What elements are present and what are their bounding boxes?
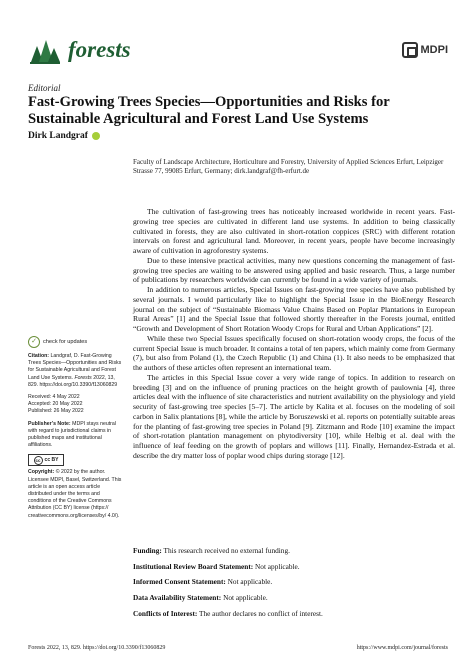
statement-text: Not applicable. (255, 561, 300, 571)
article-title: Fast-Growing Trees Species—Opportunities and Risks for Sustainable Agricultural and Forest Land Use Systems (28, 94, 390, 127)
statement-text: This research received no external funding. (163, 546, 290, 555)
funding-statement (133, 546, 455, 555)
body-paragraph: In addition to numerous articles, Special Issues on fast-growing tree species have also published by several journals. I would particularly like to highlight the Special Issue in the BioEnergy Research journal on the subject of “Sustainable Biomass Value Chains Based on Poplar Plantations in European Rural Areas” [1] and the Special Issue that followed shortly thereafter in the Forests journal, entitled “Growth and Development of Short Rotation Woody Crops for Rural and Urban Applications” [2]. (133, 285, 455, 333)
article-body (133, 207, 455, 461)
statement-label: Funding: (133, 546, 162, 555)
citation-text: Landgraf, D. Fast-Growing Trees Species—Opportunities and Risks for Sustainable Agricultural and Forest Land Use Systems. (28, 353, 122, 381)
received-date: Received: 4 May 2022 (28, 394, 80, 401)
citation-block (28, 353, 123, 389)
author-line (28, 131, 100, 141)
forests-logo-icon (28, 36, 62, 66)
dates-block (28, 394, 123, 416)
body-paragraph: The articles in this Special Issue cover a very wide range of topics. In addition to research on breeding [3] and on the influence of pruning practices on the height growth of paulownia [4], three articles deal with the influence of site characteristics and nutrient availability on the physiology and yield security of fast-growing tree species [5–7]. The article by Kalita et al. focuses on the modeling of soil carbon in Salix plantations [8], while the article by Boruszewski et al. reports on potentially suitable areas for the planting of fast-growing tree species in Poland [9]. Zitzmann and Rode [10] examine the impact of short-rotation plantation management on phytodiversity [10], while Helbig et al. deal with the influence of leaf feeding on the growth of poplars and willows [11]. Finally, Hernandez-Estrada et al. describe the dry matter loss of poplar wood chips during storage [12]. (133, 372, 455, 460)
publisher-name: MDPI (420, 44, 448, 56)
cc-badge-label: cc BY (44, 456, 59, 463)
statement-text: Not applicable. (223, 593, 268, 603)
citation-label: Citation: (28, 353, 50, 359)
citation-ref[interactable]: 2022, 13, 829. https://doi.org/10.3390/f13060829 (28, 374, 118, 388)
check-updates-label: check for updates (43, 339, 88, 345)
document-type: Editorial (28, 83, 61, 93)
citation-journal: Forests (74, 374, 92, 381)
copyright-text: © 2022 by the author. Licensee MDPI, Basel, Switzerland. This article is an open access article distributed under the terms and conditions of the Creative Commons Attribution (CC BY) license (https:// creativecommons.org/licenses/by/ 4.0/). (28, 469, 122, 519)
affiliation: Faculty of Landscape Architecture, Horticulture and Forestry, University of Applied Sciences Erfurt, Leipziger Strasse 77, 99085 Erfurt, Germany; dirk.landgraf@fh-erfurt.de (133, 158, 444, 175)
statement-text: The author declares no conflict of interest. (199, 608, 323, 618)
consent-statement (133, 577, 455, 586)
back-matter-statements (133, 546, 455, 624)
footer-journal-link[interactable]: https://www.mdpi.com/journal/forests (356, 645, 448, 651)
journal-header (28, 36, 448, 68)
cc-icon: cc (34, 456, 43, 465)
conflict-statement (133, 609, 455, 618)
copyright-label: Copyright: (28, 469, 55, 476)
copyright-block (28, 469, 123, 519)
statement-label: Conflicts of Interest: (133, 608, 198, 618)
statement-label: Informed Consent Statement: (133, 577, 226, 587)
irb-statement (133, 562, 455, 571)
statement-label: Data Availability Statement: (133, 593, 222, 603)
article-sidebar (28, 336, 123, 525)
publisher-note-text: MDPI stays neutral with regard to jurisdictional claims in published maps and institutional affiliations. (28, 420, 116, 449)
orcid-icon[interactable] (92, 132, 100, 140)
check-for-updates-badge[interactable] (28, 336, 123, 348)
statement-label: Institutional Review Board Statement: (133, 561, 254, 571)
body-paragraph: The cultivation of fast-growing trees has noticeably increased worldwide in recent years. Fast-growing tree species are cultivated in different land use systems. In addition to being classically cultivated in forests, they are also cultivated in short-rotation coppices (SRC) with different rotation intervals on forest and agricultural land. Moreover, in recent years, people have become increasingly aware of cultivation in agroforestry systems. (133, 207, 455, 255)
cc-by-license-badge[interactable] (28, 454, 64, 466)
publisher-logo[interactable] (402, 42, 449, 58)
mdpi-icon (402, 42, 418, 58)
statement-text: Not applicable. (227, 577, 273, 587)
accepted-date: Accepted: 20 May 2022 (28, 401, 83, 408)
footer-citation[interactable]: Forests 2022, 13, 829. https://doi.org/10.3390/f13060829 (28, 645, 166, 651)
published-date: Published: 26 May 2022 (28, 408, 84, 415)
data-availability-statement (133, 593, 455, 602)
publisher-note (28, 421, 123, 450)
page-footer (28, 645, 448, 651)
author-name: Dirk Landgraf (28, 131, 88, 141)
body-paragraph: Due to these intensive practical activities, many new questions concerning the management of fast-growing tree species are waiting to be answered using applied and basic research. Thus, a large number of publications by researchers worldwide can currently be found in a wide variety of journals. (133, 255, 455, 285)
body-paragraph: While these two Special Issues specifically focused on short-rotation woody crops, the focus of the current Special Issue is much broader. It contains a total of ten papers, which mainly come from Germany (7), but also from Poland (1), the Czech Republic (1) and China (1). It also needs to be emphasized that the authors of these articles often represent an international team. (133, 333, 455, 372)
check-icon: ✓ (28, 336, 40, 348)
publisher-note-label: Publisher’s Note: (28, 420, 71, 427)
journal-name[interactable]: forests (68, 37, 131, 62)
